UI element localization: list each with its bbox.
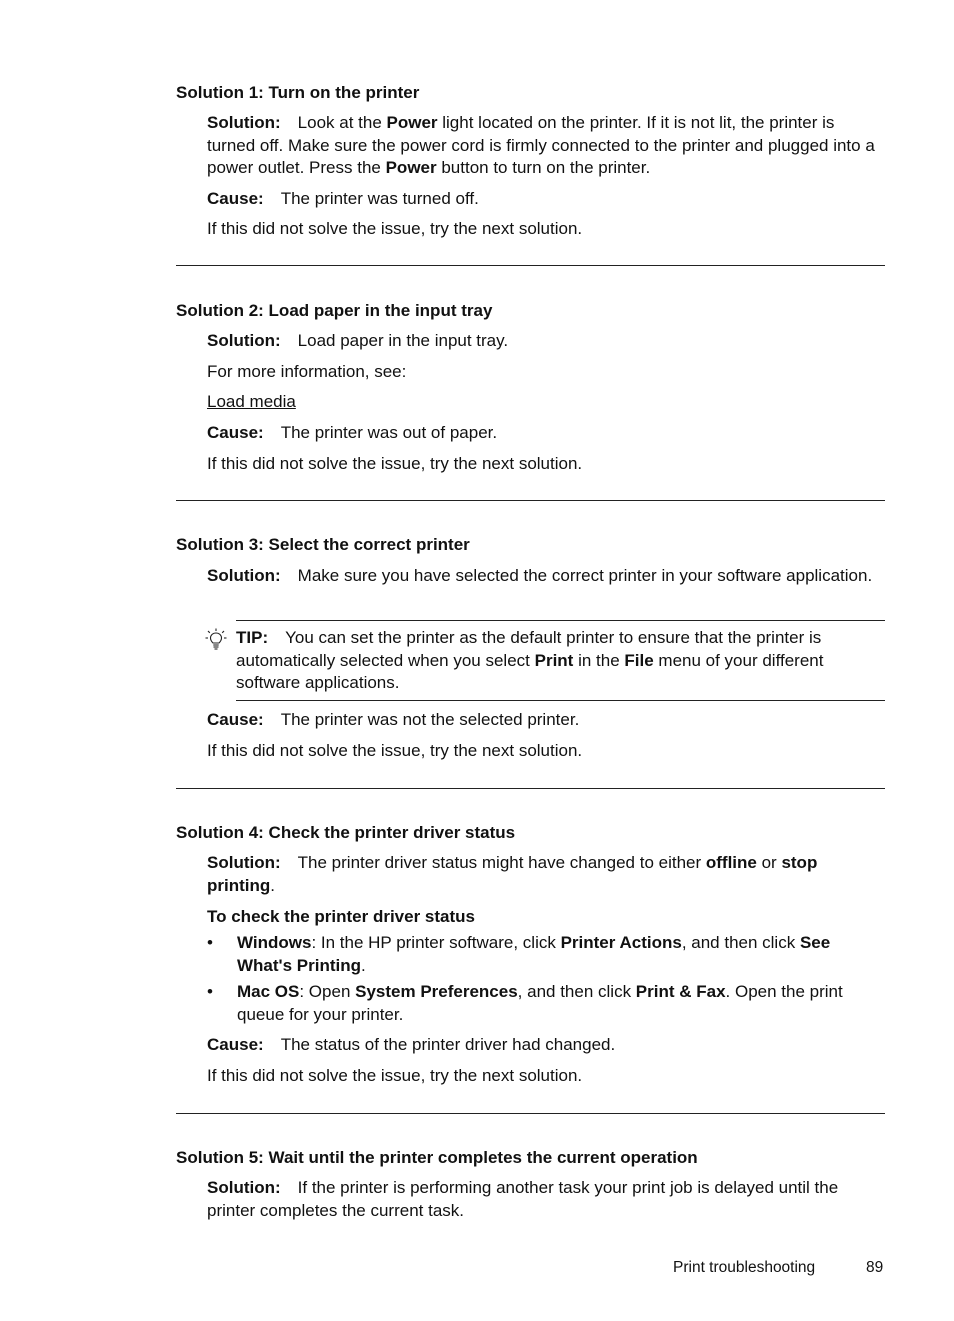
solution-label: Solution: <box>207 1178 281 1197</box>
tip-text: TIP: You can set the printer as the default printer to ensure that the printer is automatically selected when you select Print in the File menu of your different software applications. <box>236 628 824 693</box>
cause-label: Cause: <box>207 423 264 442</box>
tip-bottom-rule <box>236 700 885 701</box>
power-term: Power <box>386 113 438 132</box>
solution-2-heading: Solution 2: Load paper in the input tray <box>176 301 493 320</box>
solution-4-heading: Solution 4: Check the printer driver status <box>176 823 516 842</box>
solution-2-next: If this did not solve the issue, try the next solution. <box>207 454 583 473</box>
solution-label: Solution: <box>207 113 281 132</box>
footer-section-title: Print troubleshooting <box>673 1259 816 1276</box>
solution-5-heading: Solution 5: Wait until the printer completes the current operation <box>176 1148 698 1167</box>
section-divider <box>176 1113 885 1114</box>
tip-top-rule <box>236 620 885 621</box>
file-menu-term: File <box>624 650 654 670</box>
solution-1-cause: Cause: The printer was turned off. <box>207 189 479 208</box>
solution-label: Solution: <box>207 331 281 350</box>
solution-2-text: Solution: Load paper in the input tray. <box>207 331 509 350</box>
solution-5-text: Solution: If the printer is performing another task your print job is delayed until the printer completes the current task. <box>207 1178 839 1220</box>
section-divider <box>176 788 885 789</box>
solution-4-text: Solution: The printer driver status might have changed to either offline or stop printing. <box>207 853 818 895</box>
solution-1-next: If this did not solve the issue, try the next solution. <box>207 219 583 238</box>
tip-label: TIP: <box>236 628 269 647</box>
solution-1-text: Solution: Look at the Power light located on the printer. If it is not lit, the printer is turned off. Make sure the power cord is firmly connected to the printer and plugged into a power outlet. Press the Power button to turn on the printer. <box>207 113 875 178</box>
procedure-heading: To check the printer driver status <box>207 907 475 926</box>
solution-4-next: If this did not solve the issue, try the next solution. <box>207 1066 583 1085</box>
solution-1-heading: Solution 1: Turn on the printer <box>176 83 420 102</box>
power-term: Power <box>385 158 437 178</box>
solution-3-heading: Solution 3: Select the correct printer <box>176 535 470 554</box>
section-divider <box>176 265 885 266</box>
section-divider <box>176 500 885 501</box>
cause-label: Cause: <box>207 710 264 729</box>
load-media-link[interactable]: Load media <box>207 392 296 411</box>
bullet-marker: • <box>207 982 213 1001</box>
bullet-marker: • <box>207 933 213 952</box>
solution-2-more-info: For more information, see: <box>207 362 407 381</box>
solution-3-cause: Cause: The printer was not the selected printer. <box>207 710 580 729</box>
solution-label: Solution: <box>207 566 281 585</box>
cause-label: Cause: <box>207 1035 264 1054</box>
solution-label: Solution: <box>207 853 281 872</box>
list-item-windows: Windows: In the HP printer software, click Printer Actions, and then click See What's Printing. <box>237 933 831 975</box>
cause-label: Cause: <box>207 189 264 208</box>
list-item-mac-os: Mac OS: Open System Preferences, and then click Print & Fax. Open the print queue for your printer. <box>237 982 843 1024</box>
solution-2-cause: Cause: The printer was out of paper. <box>207 423 498 442</box>
solution-4-cause: Cause: The status of the printer driver had changed. <box>207 1035 616 1054</box>
page-number: 89 <box>866 1259 884 1276</box>
solution-3-text: Solution: Make sure you have selected the correct printer in your software application. <box>207 566 873 585</box>
lightbulb-icon <box>205 628 227 652</box>
print-menu-term: Print <box>534 650 574 670</box>
solution-3-next: If this did not solve the issue, try the next solution. <box>207 741 583 760</box>
